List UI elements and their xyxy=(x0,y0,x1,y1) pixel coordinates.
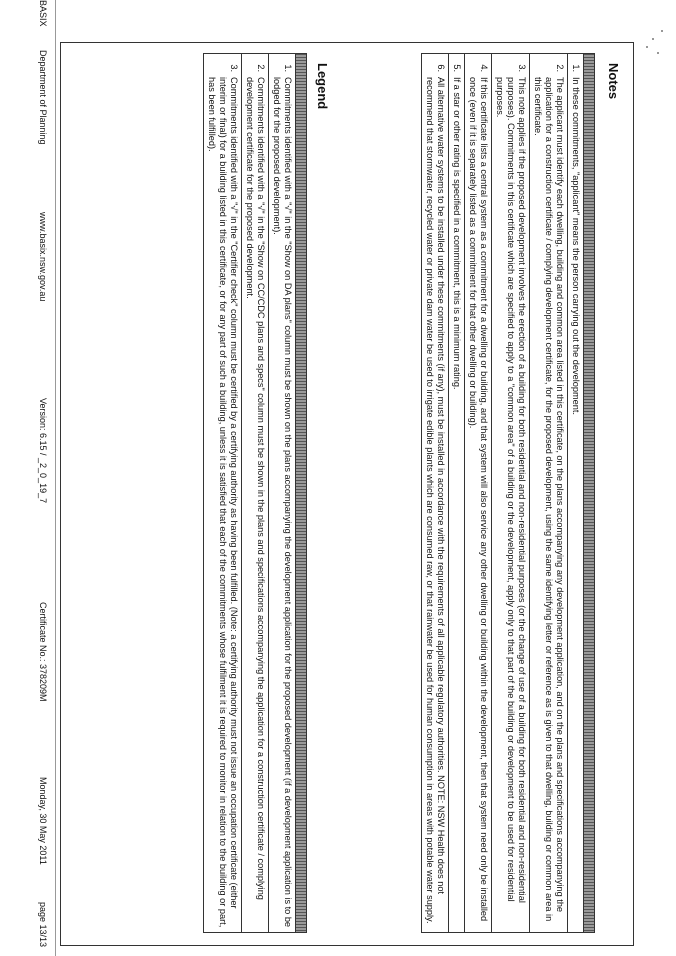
note-text: All alternative water systems to be installed under these commitments (if any), must be installed in accordance with the requirements of all applicable regulatory authorities. NOTE: NSW Health does not recommend that stormwater, recycled water or private dam water be used to irrigate edible plants which are consumed raw, or that rainwater be used for human consumption in areas with potable water supply. xyxy=(425,77,446,924)
legend-text: Commitments identified with a "√" in the "Show on CC/CDC plans and specs" column must be shown in the plans and specifications accompanying the application for a construction certificate / complying development certificate for the proposed development. xyxy=(245,77,266,900)
note-number: 1. xyxy=(571,64,581,72)
notes-title: Notes xyxy=(606,63,621,100)
footer-certificate: Certificate No.: 378209M xyxy=(38,602,48,702)
note-text: If a star or other rating is specified in a commitment, this is a minimum rating. xyxy=(452,77,462,390)
legend-number: 1. xyxy=(283,64,293,72)
footer-date: Monday, 30 May 2011 xyxy=(38,777,48,865)
legend-row xyxy=(241,54,268,932)
note-row xyxy=(529,54,567,932)
legend-text: Commitments identified with a "√" in the "Certifier check" column must be certified by a certifying authority as having been fulfilled. (Note: a certifying authority must not issue an occupation certificate (either interim or final) for a building listed in this certificate, or for any part of such a building, unless it is satisfied that each of the commitments whose fulfilment it is required to monitor in relation to the building or part, has been fulfilled). xyxy=(207,77,239,928)
note-row xyxy=(448,54,464,932)
note-row xyxy=(491,54,529,932)
legend-title: Legend xyxy=(315,63,330,110)
legend-row xyxy=(268,54,295,932)
note-number: 2. xyxy=(555,64,565,72)
note-text: If this certificate lists a central system as a commitment for a dwelling or building, and that system will also service any other dwelling or building within the development, then that system need only be installed once (even if it is separately listed as a commitment for that other dwelling or building). xyxy=(468,77,489,922)
note-number: 3. xyxy=(517,64,527,72)
footer-page: page 13/13 xyxy=(38,902,48,948)
footer-department: Department of Planning xyxy=(38,50,48,145)
note-row xyxy=(567,54,583,932)
note-number: 4. xyxy=(479,64,489,72)
notes-header-bar xyxy=(583,54,594,932)
note-number: 6. xyxy=(436,64,446,72)
note-number: 5. xyxy=(452,64,462,72)
legend-table xyxy=(203,53,307,933)
page-footer xyxy=(30,0,50,948)
scan-speck xyxy=(646,46,648,48)
footer-website: www.basix.nsw.gov.au xyxy=(38,212,48,302)
page-frame xyxy=(60,42,634,946)
scan-edge-line xyxy=(55,0,56,956)
scan-speck xyxy=(657,52,659,54)
note-row xyxy=(422,54,448,932)
note-row xyxy=(464,54,491,932)
scan-speck xyxy=(661,30,663,32)
note-text: This note applies if the proposed development involves the erection of a building for both residential and non-residential purposes (or the change of use of a building for both residential and non-residential purposes). Commitments in this certificate which are specified to apply to a "common area" of a building or the development, apply only to that part of the building or development to be used for residential purposes. xyxy=(495,77,527,903)
footer-version: Version: 6.15 / _2_0_19_7 xyxy=(38,398,48,504)
footer-program: BASIX xyxy=(38,0,48,27)
scan-speck xyxy=(652,38,654,40)
note-text: The applicant must identify each dwelling, building and common area listed in this certificate, on the plans accompanying any development application, and on the plans and specifications accompanying the application for a construction certificate / complying development certificate, for the proposed development, using the same identifying letter or reference as is given to that dwelling, building or common area in this certificate. xyxy=(533,77,565,922)
legend-number: 2. xyxy=(256,64,266,72)
legend-header-bar xyxy=(295,54,306,932)
legend-text: Commitments identified with a "√" in the "Show on DA plans" column must be shown on the plans accompanying the development application for the proposed development (if a development application is to be lodged for the proposed development). xyxy=(272,77,293,928)
notes-table xyxy=(421,53,595,933)
note-text: In these commitments, "applicant" means the person carrying out the development. xyxy=(571,77,581,415)
legend-number: 3. xyxy=(229,64,239,72)
legend-row xyxy=(204,54,241,932)
